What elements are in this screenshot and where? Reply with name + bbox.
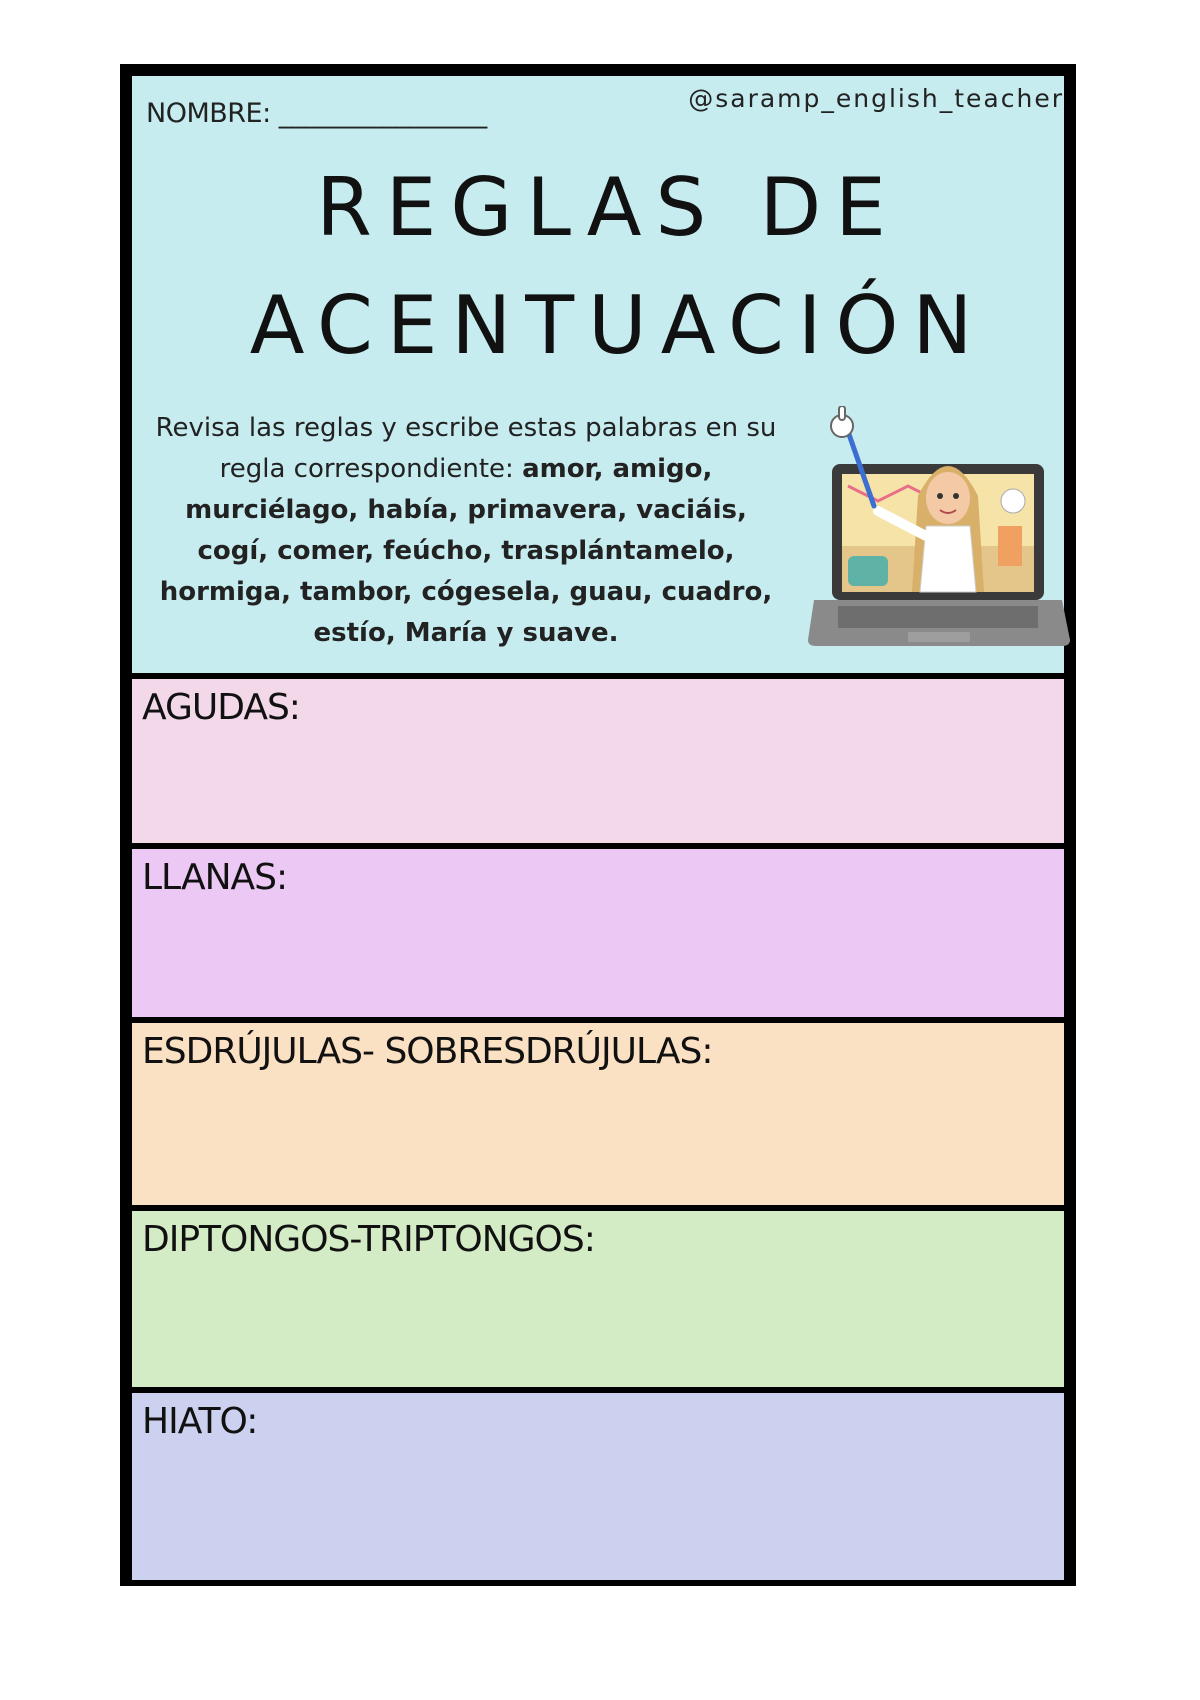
instructions — [146, 408, 786, 654]
section-label-esdrujulas: ESDRÚJULAS- SOBRESDRÚJULAS: — [142, 1031, 713, 1072]
section-label-llanas: LLANAS: — [142, 857, 288, 898]
instructions-word-list: amor, amigo, murciélago, había, primavera, vaciáis, cogí, comer, feúcho, trasplántamelo, hormiga, tambor, cógesela, guau, cuadro, estío, María y suave. — [159, 454, 773, 648]
name-field-label: NOMBRE: ________________ — [146, 98, 487, 129]
section-esdrujulas[interactable] — [132, 1023, 1064, 1205]
section-label-hiato: HIATO: — [142, 1401, 258, 1442]
page-title-line1: REGLAS DE — [316, 161, 900, 254]
section-llanas[interactable] — [132, 849, 1064, 1017]
teacher-avatar-laptop-illustration — [808, 406, 1070, 666]
header-panel — [132, 76, 1064, 673]
worksheet — [120, 64, 1076, 1586]
section-diptongos[interactable] — [132, 1211, 1064, 1387]
page-title-line2: ACENTUACIÓN — [249, 279, 987, 372]
section-label-agudas: AGUDAS: — [142, 687, 300, 728]
author-handle: @saramp_english_teacher — [688, 84, 1064, 113]
instructions-intro: Revisa las reglas y escribe estas palabras en su regla correspondiente: — [155, 413, 777, 484]
section-hiato[interactable] — [132, 1393, 1064, 1580]
section-label-diptongos: DIPTONGOS-TRIPTONGOS: — [142, 1219, 595, 1260]
section-agudas[interactable] — [132, 679, 1064, 843]
